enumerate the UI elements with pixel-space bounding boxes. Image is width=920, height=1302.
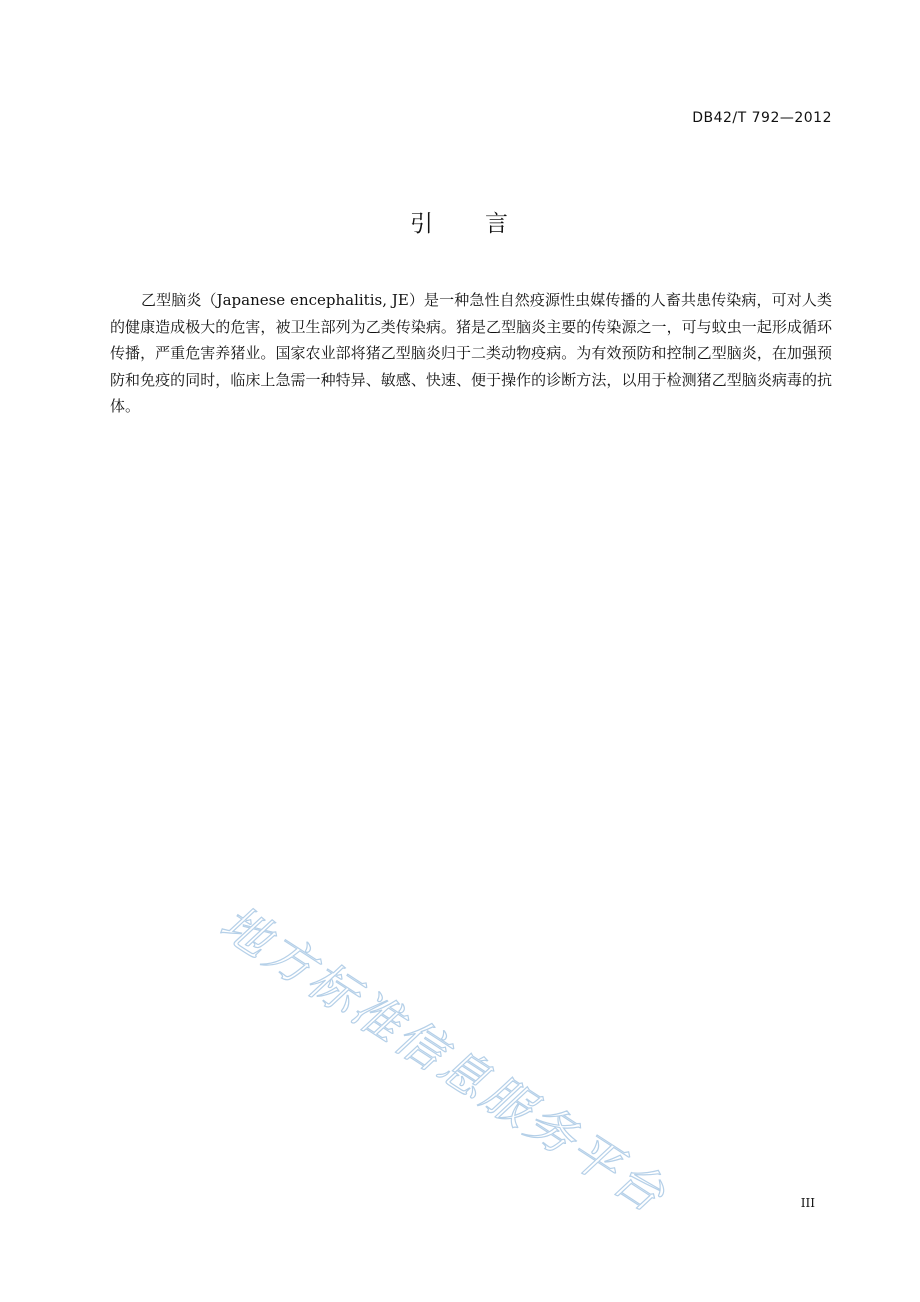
page-title-part-2: 言: [485, 211, 510, 237]
introduction-paragraph: 乙型脑炎（Japanese encephalitis, JE）是一种急性自然疫源性虫媒传播的人畜共患传染病，可对人类的健康造成极大的危害，被卫生部列为乙类传染病。猪是乙型脑炎主要的传染源之一，可与蚊虫一起形成循环传播，严重危害养猪业。国家农业部将猪乙型脑炎归于二类动物疫病。为有效预防和控制乙型脑炎，在加强预防和免疫的同时，临床上急需一种特异、敏感、快速、便于操作的诊断方法，以用于检测猪乙型脑炎病毒的抗体。: [110, 291, 832, 415]
page-title-part-1: 引: [410, 211, 435, 237]
page-number: III: [800, 1196, 815, 1210]
document-code: DB42/T 792—2012: [692, 110, 832, 126]
page-title: [0, 205, 920, 238]
watermark: 地方标准信息服务平台: [210, 894, 677, 1225]
